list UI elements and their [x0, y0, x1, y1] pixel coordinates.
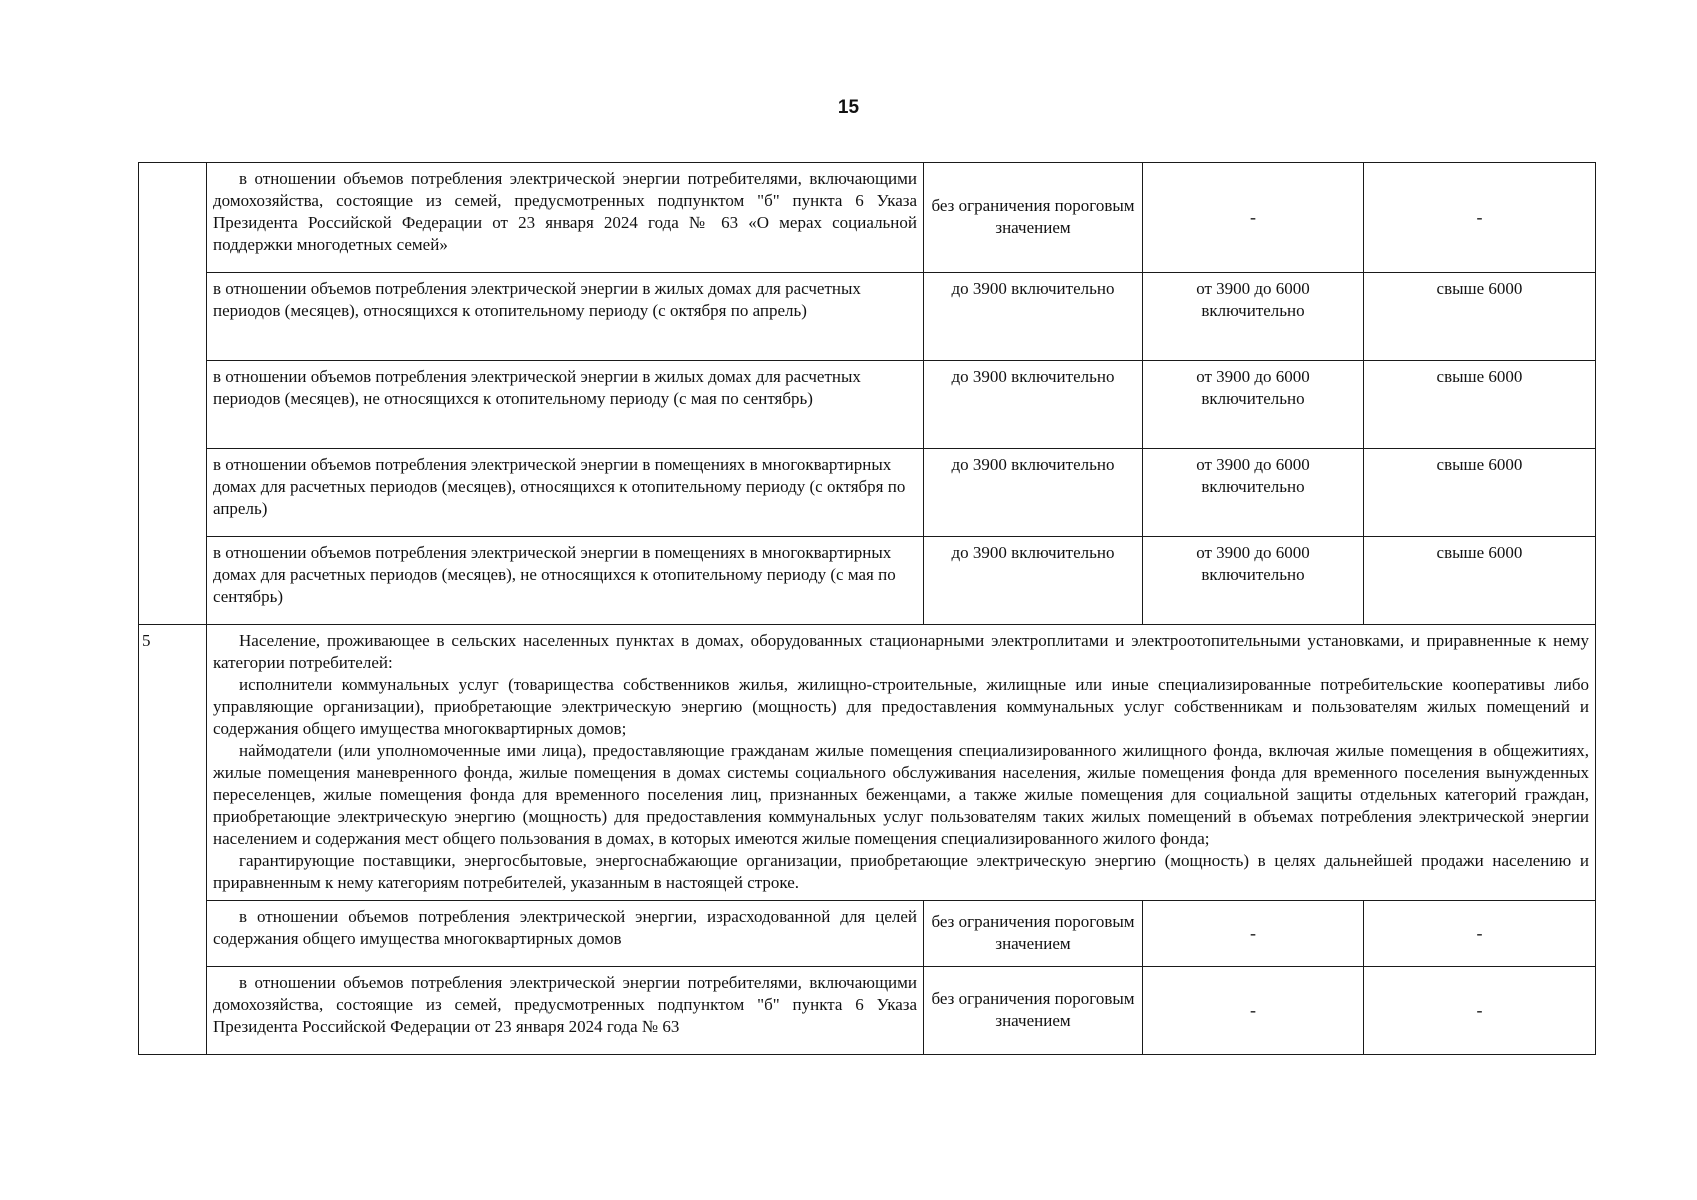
threshold-cell-3: свыше 6000	[1364, 273, 1596, 361]
threshold-cell-1: до 3900 включительно	[924, 449, 1143, 537]
threshold-cell-2: -	[1143, 901, 1364, 967]
threshold-cell-3: свыше 6000	[1364, 361, 1596, 449]
table-row	[139, 537, 1596, 625]
row-description: в отношении объемов потребления электрической энергии, израсходованной для целей содержания общего имущества многоквартирных домов	[207, 901, 924, 967]
threshold-cell-2: от 3900 до 6000 включительно	[1143, 273, 1364, 361]
table-row	[139, 967, 1596, 1055]
table-row	[139, 361, 1596, 449]
section-paragraph: Население, проживающее в сельских населенных пунктах в домах, оборудованных стационарными электроплитами и электроотопительными установками, и приравненные к нему категории потребителей:	[213, 631, 1589, 672]
threshold-cell-3: свыше 6000	[1364, 449, 1596, 537]
page-number: 15	[837, 97, 860, 118]
table-row	[139, 449, 1596, 537]
threshold-cell-1: без ограничения пороговым значением	[924, 967, 1143, 1055]
threshold-cell-2: -	[1143, 163, 1364, 273]
threshold-cell-1: без ограничения пороговым значением	[924, 901, 1143, 967]
section-row	[139, 625, 1596, 901]
row-description: в отношении объемов потребления электрической энергии в помещениях в многоквартирных домах для расчетных периодов (месяцев), относящихся к отопительному периоду (с октября по апрель)	[207, 449, 924, 537]
row-description: в отношении объемов потребления электрической энергии в жилых домах для расчетных периодов (месяцев), относящихся к отопительному периоду (с октября по апрель)	[207, 273, 924, 361]
threshold-cell-3: -	[1364, 967, 1596, 1055]
threshold-cell-1: без ограничения пороговым значением	[924, 163, 1143, 273]
threshold-cell-2: -	[1143, 967, 1364, 1055]
row-description: в отношении объемов потребления электрической энергии потребителями, включающими домохозяйства, состоящие из семей, предусмотренных подпунктом "б" пункта 6 Указа Президента Российской Федерации от 23 января 2024 года № 63 «О мерах социальной поддержки многодетных семей»	[207, 163, 924, 273]
row-description: в отношении объемов потребления электрической энергии в жилых домах для расчетных периодов (месяцев), не относящихся к отопительному периоду (с мая по сентябрь)	[207, 361, 924, 449]
threshold-cell-1: до 3900 включительно	[924, 537, 1143, 625]
section-paragraph: наймодатели (или уполномоченные ими лица), предоставляющие гражданам жилые помещения специализированного жилищного фонда, включая жилые помещения в общежитиях, жилые помещения маневренного фонда, жилые помещения в домах системы социального обслуживания населения, жилые помещения фонда для временного поселения вынужденных переселенцев, жилые помещения фонда для временного поселения лиц, признанных беженцами, а также жилые помещения для социальной защиты отдельных категорий граждан, приобретающие электрическую энергию (мощность) для предоставления коммунальных услуг пользователям таких жилых помещений в объемах потребления электрической энергии населением и содержания мест общего пользования в домах, в которых имеются жилые помещения специализированного жилого фонда;	[213, 741, 1589, 848]
threshold-cell-3: -	[1364, 901, 1596, 967]
row-description: в отношении объемов потребления электрической энергии потребителями, включающими домохозяйства, состоящие из семей, предусмотренных подпунктом "б" пункта 6 Указа Президента Российской Федерации от 23 января 2024 года № 63	[207, 967, 924, 1055]
table-row	[139, 163, 1596, 273]
threshold-cell-1: до 3900 включительно	[924, 273, 1143, 361]
row-description: в отношении объемов потребления электрической энергии в помещениях в многоквартирных домах для расчетных периодов (месяцев), не относящихся к отопительному периоду (с мая по сентябрь)	[207, 537, 924, 625]
section-paragraph: гарантирующие поставщики, энергосбытовые, энергоснабжающие организации, приобретающие электрическую энергию (мощность) в целях дальнейшей продажи населению и приравненным к нему категориям потребителей, указанным в настоящей строке.	[213, 851, 1589, 892]
threshold-cell-2: от 3900 до 6000 включительно	[1143, 361, 1364, 449]
table-row	[139, 273, 1596, 361]
section-paragraph: исполнители коммунальных услуг (товарищества собственников жилья, жилищно-строительные, жилищные или иные специализированные потребительские кооперативы либо управляющие организации), приобретающие электрическую энергию (мощность) для предоставления коммунальных услуг собственникам и пользователям жилых помещений и содержания общего имущества многоквартирных домов;	[213, 675, 1589, 738]
threshold-cell-3: свыше 6000	[1364, 537, 1596, 625]
empty-number-cell	[139, 163, 207, 625]
threshold-cell-1: до 3900 включительно	[924, 361, 1143, 449]
threshold-cell-3: -	[1364, 163, 1596, 273]
threshold-cell-2: от 3900 до 6000 включительно	[1143, 449, 1364, 537]
section-number: 5	[139, 625, 207, 1055]
table-row	[139, 901, 1596, 967]
tariff-table	[138, 162, 1596, 1055]
threshold-cell-2: от 3900 до 6000 включительно	[1143, 537, 1364, 625]
section-description	[207, 625, 1596, 901]
